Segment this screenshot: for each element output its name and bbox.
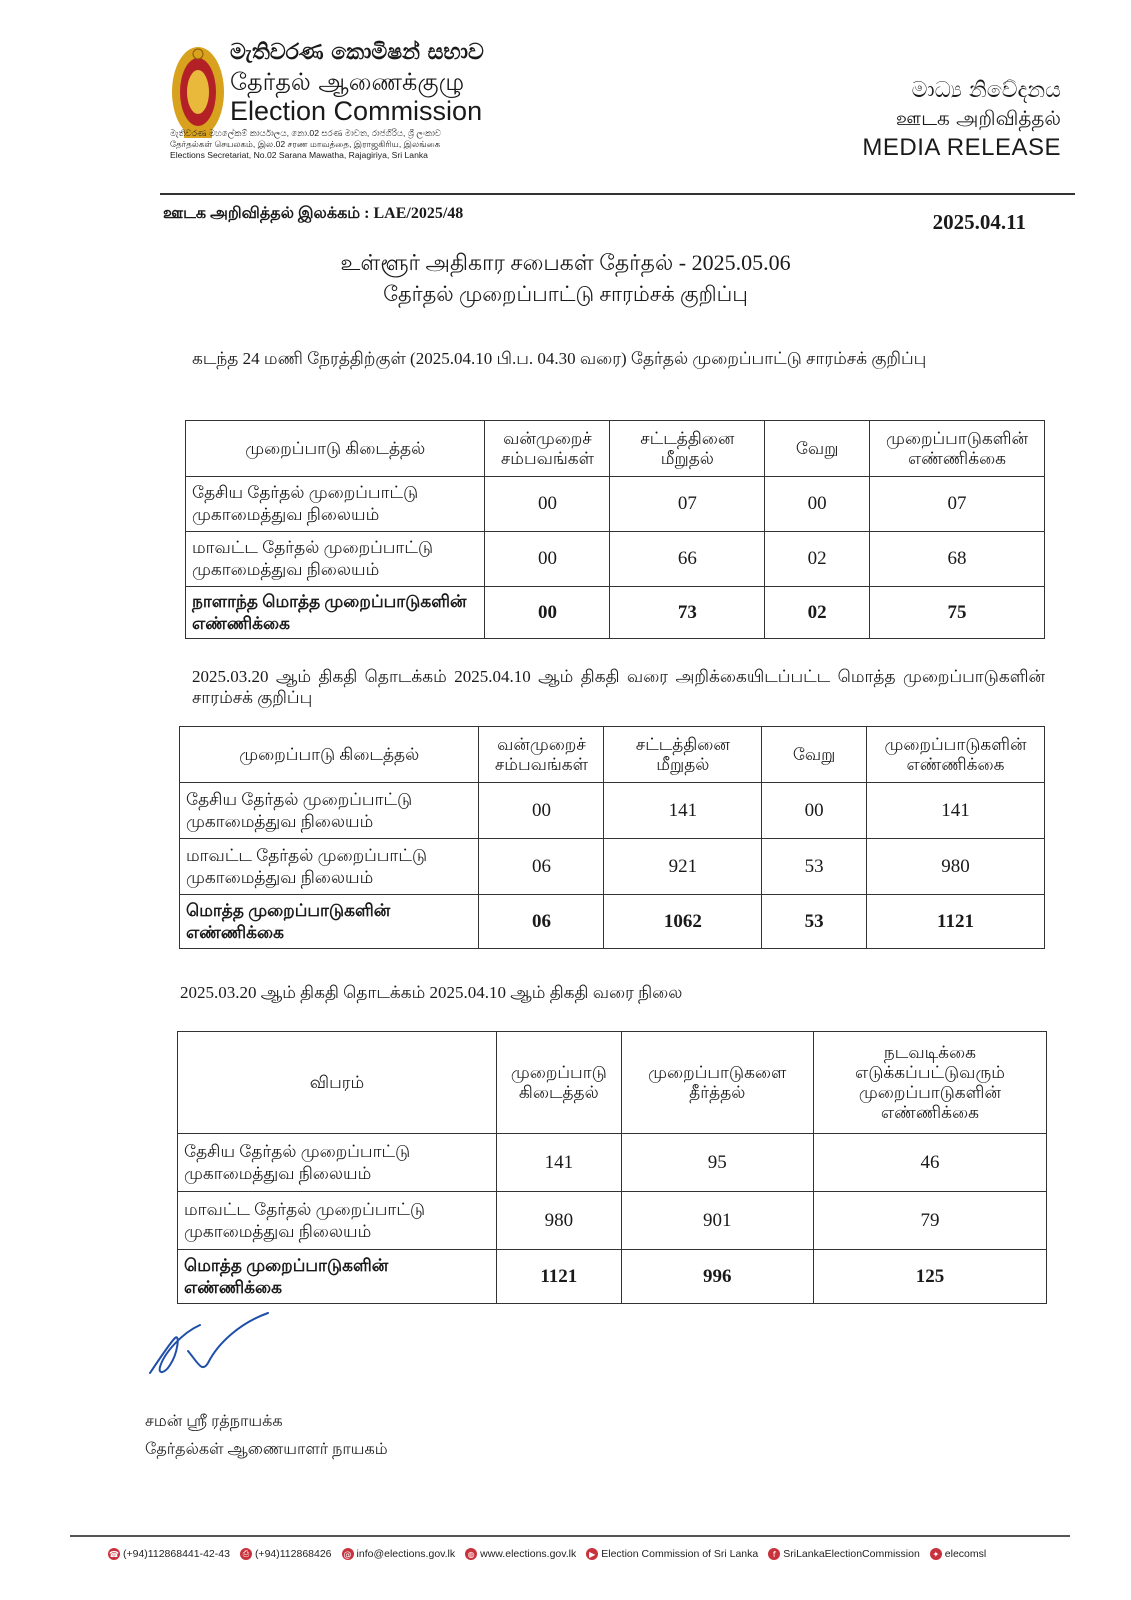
row-label: மாவட்ட தேர்தல் முறைப்பாட்டு முகாமைத்துவ நிலையம் [186,532,485,587]
cell-other: 02 [765,587,870,639]
globe-icon: ◍ [465,1548,477,1560]
row-label: நாளாந்த மொத்த முறைப்பாடுகளின் எண்ணிக்கை [186,587,485,639]
row-label: மாவட்ட தேர்தல் முறைப்பாட்டு முகாமைத்துவ நிலையம் [178,1192,497,1250]
row-label: தேசிய தேர்தல் முறைப்பாட்டு முகாமைத்துவ நிலையம் [186,477,485,532]
signatory-name: சமன் ஸ்ரீ ரத்நாயக்க [145,1413,283,1430]
address-sinhala: මැතිවරණ මහලේකම් කාර්යාලය, නො.02 සරණ මාවත, රාජගිරිය, ශ්‍රී ලංකාව [170,128,442,138]
cell-violation: 1062 [604,895,762,949]
footer-fax[interactable]: ⎙ (+94)112868426 [240,1548,332,1560]
table-row [186,532,1045,587]
table-total-row [180,895,1045,949]
cell-other: 53 [762,839,867,895]
cell-violence: 06 [479,895,604,949]
media-release-sinhala: මාධ්‍ය නිවේදනය [911,78,1061,103]
page-title: உள்ளூர் அதிகார சபைகள் தேர்தல் - 2025.05.06 [340,250,791,275]
table-total-row [186,587,1045,639]
phone-icon: ☎ [109,1549,119,1559]
cell-other: 00 [765,477,870,532]
cell-violence: 00 [479,783,604,839]
cell-violation: 921 [604,839,762,895]
row-label: மொத்த முறைப்பாடுகளின் எண்ணிக்கை [180,895,479,949]
page-subtitle: தேர்தல் முறைப்பாட்டு சாரம்சக் குறிப்பு [383,282,748,306]
facebook-icon: f [768,1548,780,1560]
cell-total: 07 [870,477,1045,532]
footer-website[interactable]: ◍ www.elections.gov.lk [465,1548,576,1560]
section2-intro: 2025.03.20 ஆம் திகதி தொடக்கம் 2025.04.10 ஆம் திகதி வரை அறிக்கையிடப்பட்ட மொத்த முறைப்பாடுகளின் சாரம்சக் குறிப்பு [192,667,1045,707]
table-header: முறைப்பாடு கிடைத்தல் [180,727,479,783]
cell-received: 1121 [496,1250,621,1304]
status-table [177,1031,1047,1304]
youtube-icon: ▶ [586,1548,598,1560]
cell-violation: 141 [604,783,762,839]
row-label: தேசிய தேர்தல் முறைப்பாட்டு முகாமைத்துவ நிலையம் [180,783,479,839]
table-header: சட்டத்தினை மீறுதல் [610,421,765,477]
cell-resolved: 996 [621,1250,813,1304]
table-row [180,783,1045,839]
release-date: 2025.04.11 [932,210,1026,234]
row-label: தேசிய தேர்தல் முறைப்பாட்டு முகாமைத்துவ நிலையம் [178,1134,497,1192]
table-total-row [178,1250,1047,1304]
cell-violence: 06 [479,839,604,895]
cell-other: 53 [762,895,867,949]
table-row [178,1134,1047,1192]
cell-received: 980 [496,1192,621,1250]
signatory-title: தேர்தல்கள் ஆணையாளர் நாயகம் [145,1441,388,1458]
cell-pending: 125 [813,1250,1046,1304]
cell-resolved: 95 [621,1134,813,1192]
cell-violation: 73 [610,587,765,639]
table-row [186,477,1045,532]
table-header: விபரம் [178,1032,497,1134]
cell-violation: 07 [610,477,765,532]
cell-received: 141 [496,1134,621,1192]
section1-intro: கடந்த 24 மணி நேரத்திற்குள் (2025.04.10 பி.ப. 04.30 வரை) தேர்தல் முறைப்பாட்டு சாரம்சக் குறிப்பு [192,349,927,368]
footer-divider [70,1535,1070,1537]
reference-number: ஊடக அறிவித்தல் இலக்கம் : LAE/2025/48 [163,205,464,222]
header-divider [160,193,1075,195]
media-release-tamil: ஊடக அறிவித்தல் [895,106,1061,130]
table-header: வன்முறைச் சம்பவங்கள் [479,727,604,783]
table-header: சட்டத்தினை மீறுதல் [604,727,762,783]
cell-total: 141 [867,783,1045,839]
cell-violence: 00 [485,587,610,639]
cell-total: 75 [870,587,1045,639]
table-header: முறைப்பாடு கிடைத்தல் [186,421,485,477]
footer-youtube[interactable]: ▶ Election Commission of Sri Lanka [586,1548,758,1560]
row-label: மொத்த முறைப்பாடுகளின் எண்ணிக்கை [178,1250,497,1304]
table-header: வேறு [765,421,870,477]
table-header: வேறு [762,727,867,783]
row-label: மாவட்ட தேர்தல் முறைப்பாட்டு முகாமைத்துவ நிலையம் [180,839,479,895]
footer-contacts [108,1548,1058,1560]
cell-total: 1121 [867,895,1045,949]
cell-other: 00 [762,783,867,839]
cell-total: 980 [867,839,1045,895]
footer-twitter[interactable]: ✦ elecomsl [930,1548,986,1560]
cell-violation: 66 [610,532,765,587]
daily-complaints-table [185,420,1045,639]
fax-icon: ⎙ [240,1548,252,1560]
table-header: முறைப்பாடு கிடைத்தல் [496,1032,621,1134]
cell-pending: 46 [813,1134,1046,1192]
address-block [170,128,500,161]
org-name-tamil: தேர்தல் ஆணைக்குழு [230,68,465,96]
cell-total: 68 [870,532,1045,587]
table-row [178,1192,1047,1250]
address-tamil: தேர்தல்கள் செயலகம், இல.02 சரண மாவத்தை, இராஜகிரிய, இலங்கை [170,139,441,149]
cumulative-complaints-table [179,726,1045,949]
cell-violence: 00 [485,532,610,587]
table-header: நடவடிக்கை எடுக்கப்பட்டுவரும் முறைப்பாடுகளின் எண்ணிக்கை [813,1032,1046,1134]
table-header: முறைப்பாடுகளின் எண்ணிக்கை [870,421,1045,477]
table-header: முறைப்பாடுகளை தீர்த்தல் [621,1032,813,1134]
table-header: முறைப்பாடுகளின் எண்ணிக்கை [867,727,1045,783]
org-name-sinhala: මැතිවරණ කොමිෂන් සභාව [230,40,484,65]
sri-lanka-emblem-icon [170,42,226,142]
footer-email[interactable]: @ info@elections.gov.lk [343,1548,456,1560]
table-row [180,839,1045,895]
twitter-icon: ✦ [930,1548,942,1560]
footer-phone[interactable]: ☎ (+94)112868441-42-43 [109,1548,230,1560]
section3-intro: 2025.03.20 ஆம் திகதி தொடக்கம் 2025.04.10 ஆம் திகதி வரை நிலை [180,983,683,1002]
address-english: Elections Secretariat, No.02 Sarana Mawatha, Rajagiriya, Sri Lanka [170,150,428,160]
org-name-english: Election Commission [230,96,483,126]
footer-facebook[interactable]: f SriLankaElectionCommission [768,1548,920,1560]
cell-violence: 00 [485,477,610,532]
cell-other: 02 [765,532,870,587]
cell-pending: 79 [813,1192,1046,1250]
table-header: வன்முறைச் சம்பவங்கள் [485,421,610,477]
media-release-english: MEDIA RELEASE [862,134,1061,161]
email-icon: @ [343,1549,352,1559]
signature-image [140,1303,280,1383]
cell-resolved: 901 [621,1192,813,1250]
